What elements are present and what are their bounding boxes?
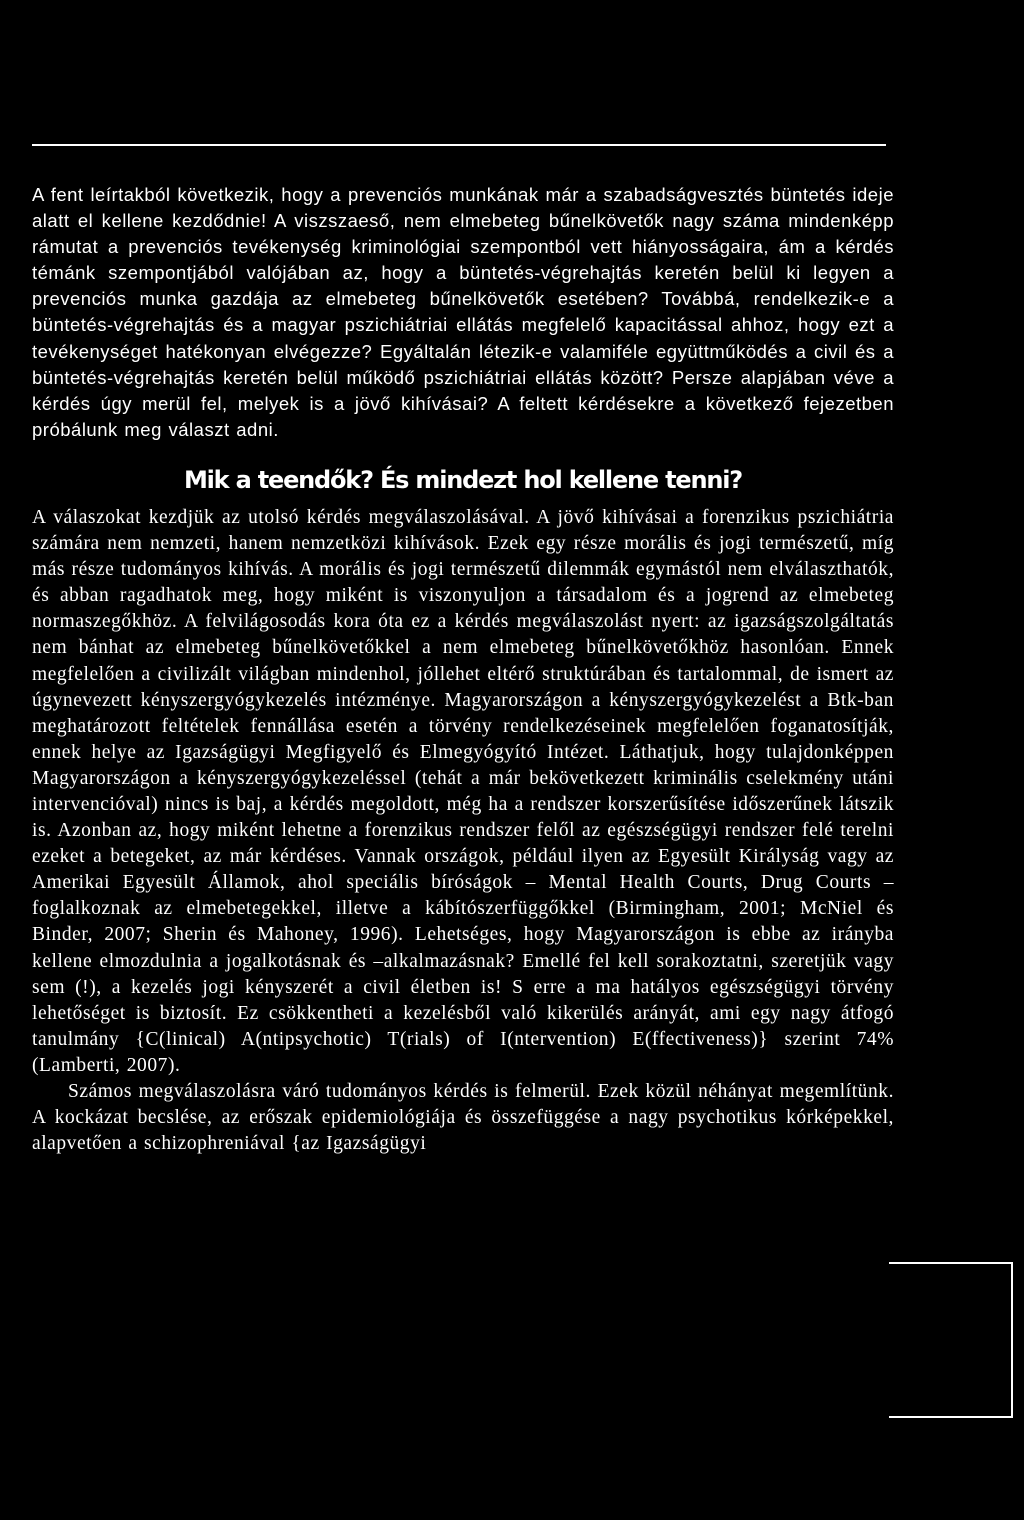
- paragraph-scientific-questions: Számos megválaszolásra váró tudományos kérdés is felmerül. Ezek közül néhányat megemlítünk. A kockázat becslése, az erőszak epidemiológiája és összefüggése a nagy psychotikus kórképekkel, alapvetően a schizophreniával {az Igazságügyi: [32, 1081, 894, 1155]
- top-rule: [32, 144, 886, 146]
- section-heading: Mik a teendők? És mindezt hol kellene tenni?: [183, 465, 743, 494]
- page-body: [32, 182, 894, 1157]
- paragraph-prevention: A fent leírtakból következik, hogy a prevenciós munkának már a szabadságvesztés büntetés ideje alatt el kellene kezdődnie! A viszszaeső, nem elmebeteg bűnelkövetők nagy száma mindenképp rámutat a prevenciós tevékenység kriminológiai szempontból vett hiányosságaira, ám a kérdés témánk szempontjából valójában az, hogy a büntetés-végrehajtás keretén belül ki legyen a prevenciós munka gazdája az elmebeteg bűnelkövetők esetében? Továbbá, rendelkezik-e a büntetés-végrehajtás és a magyar pszichiátriai ellátás megfelelő kapacitással ahhoz, hogy ezt a tevékenységet hatékonyan elvégezze? Egyáltalán létezik-e valamiféle együttműködés a civil és a büntetés-végrehajtás keretén belül működő pszichiátriai ellátás között? Persze alapjában véve a kérdés úgy merül fel, melyek is a jövő kihívásai? A feltett kérdésekre a következő fejezetben próbálunk meg választ adni.: [32, 184, 894, 440]
- paragraph-answers: A válaszokat kezdjük az utolsó kérdés megválaszolásával. A jövő kihívásai a forenzikus pszichiátria számára nem nemzeti, hanem nemzetközi kihívások. Ezek egy része morális és jogi természetű, míg más része tudományos kihívás. A morális és jogi természetű dilemmák egymástól nem elválaszthatók, és abban ragadhatok meg, hogy miként is viszonyuljon a társadalom és a jogrend az elmebeteg normaszegőkhöz. A felvilágosodás kora óta ez a kérdés megválaszolást nyert: az igazságszolgáltatás nem bánhat az elmebeteg bűnelkövetőkkel a nem elmebeteg bűnelkövetőkhöz hasonlóan. Ennek megfelelően a civilizált világban mindenhol, jóllehet eltérő struktúrában és tartalommal, de ismert az úgynevezett kényszergyógykezelés intézménye. Magyarországon a kényszergyógykezelést a Btk-ban meghatározott feltételek fennállása esetén a törvény rendelkezéseinek megfelelően foganatosítják, ennek helye az Igazságügyi Megfigyelő és Elmegyógyító Intézet. Láthatjuk, hogy tulajdonképpen Magyarországon a kényszergyógykezeléssel (tehát a már bekövetkezett kriminális cselekmény utáni intervencióval) nincs is baj, a kérdés megoldott, még ha a rendszer korszerűsítése időszerűnek látszik is. Azonban az, hogy miként lehetne a forenzikus rendszer felől az egészségügyi rendszer felé terelni ezeket a betegeket, az már kérdéses. Vannak országok, például ilyen az Egyesült Királyság vagy az Amerikai Egyesült Államok, ahol speciális bíróságok – Mental Health Courts, Drug Courts – foglalkoznak az elmebetegekkel, illetve a kábítószerfüggőkkel (Birmingham, 2001; McNiel és Binder, 2007; Sherin és Mahoney, 1996). Lehetséges, hogy Magyarországon is ebbe az irányba kellene elmozdulnia a jogalkotásnak és –alkalmazásnak? Emellé fel kell sorakoztatni, szeretjük vagy sem (!), a kezelés jogi kényszerét a civil életben is! S erre a ma hatályos egészségügyi törvény lehetőséget is biztosít. Ez csökkentheti a kezelésből való kikerülés arányát, ami egy nagy átfogó tanulmány {C(linical) A(ntipsychotic) T(rials) of I(ntervention) E(ffectiveness)} szerint 74% (Lamberti, 2007).: [32, 506, 894, 1076]
- margin-box: [889, 1262, 1013, 1418]
